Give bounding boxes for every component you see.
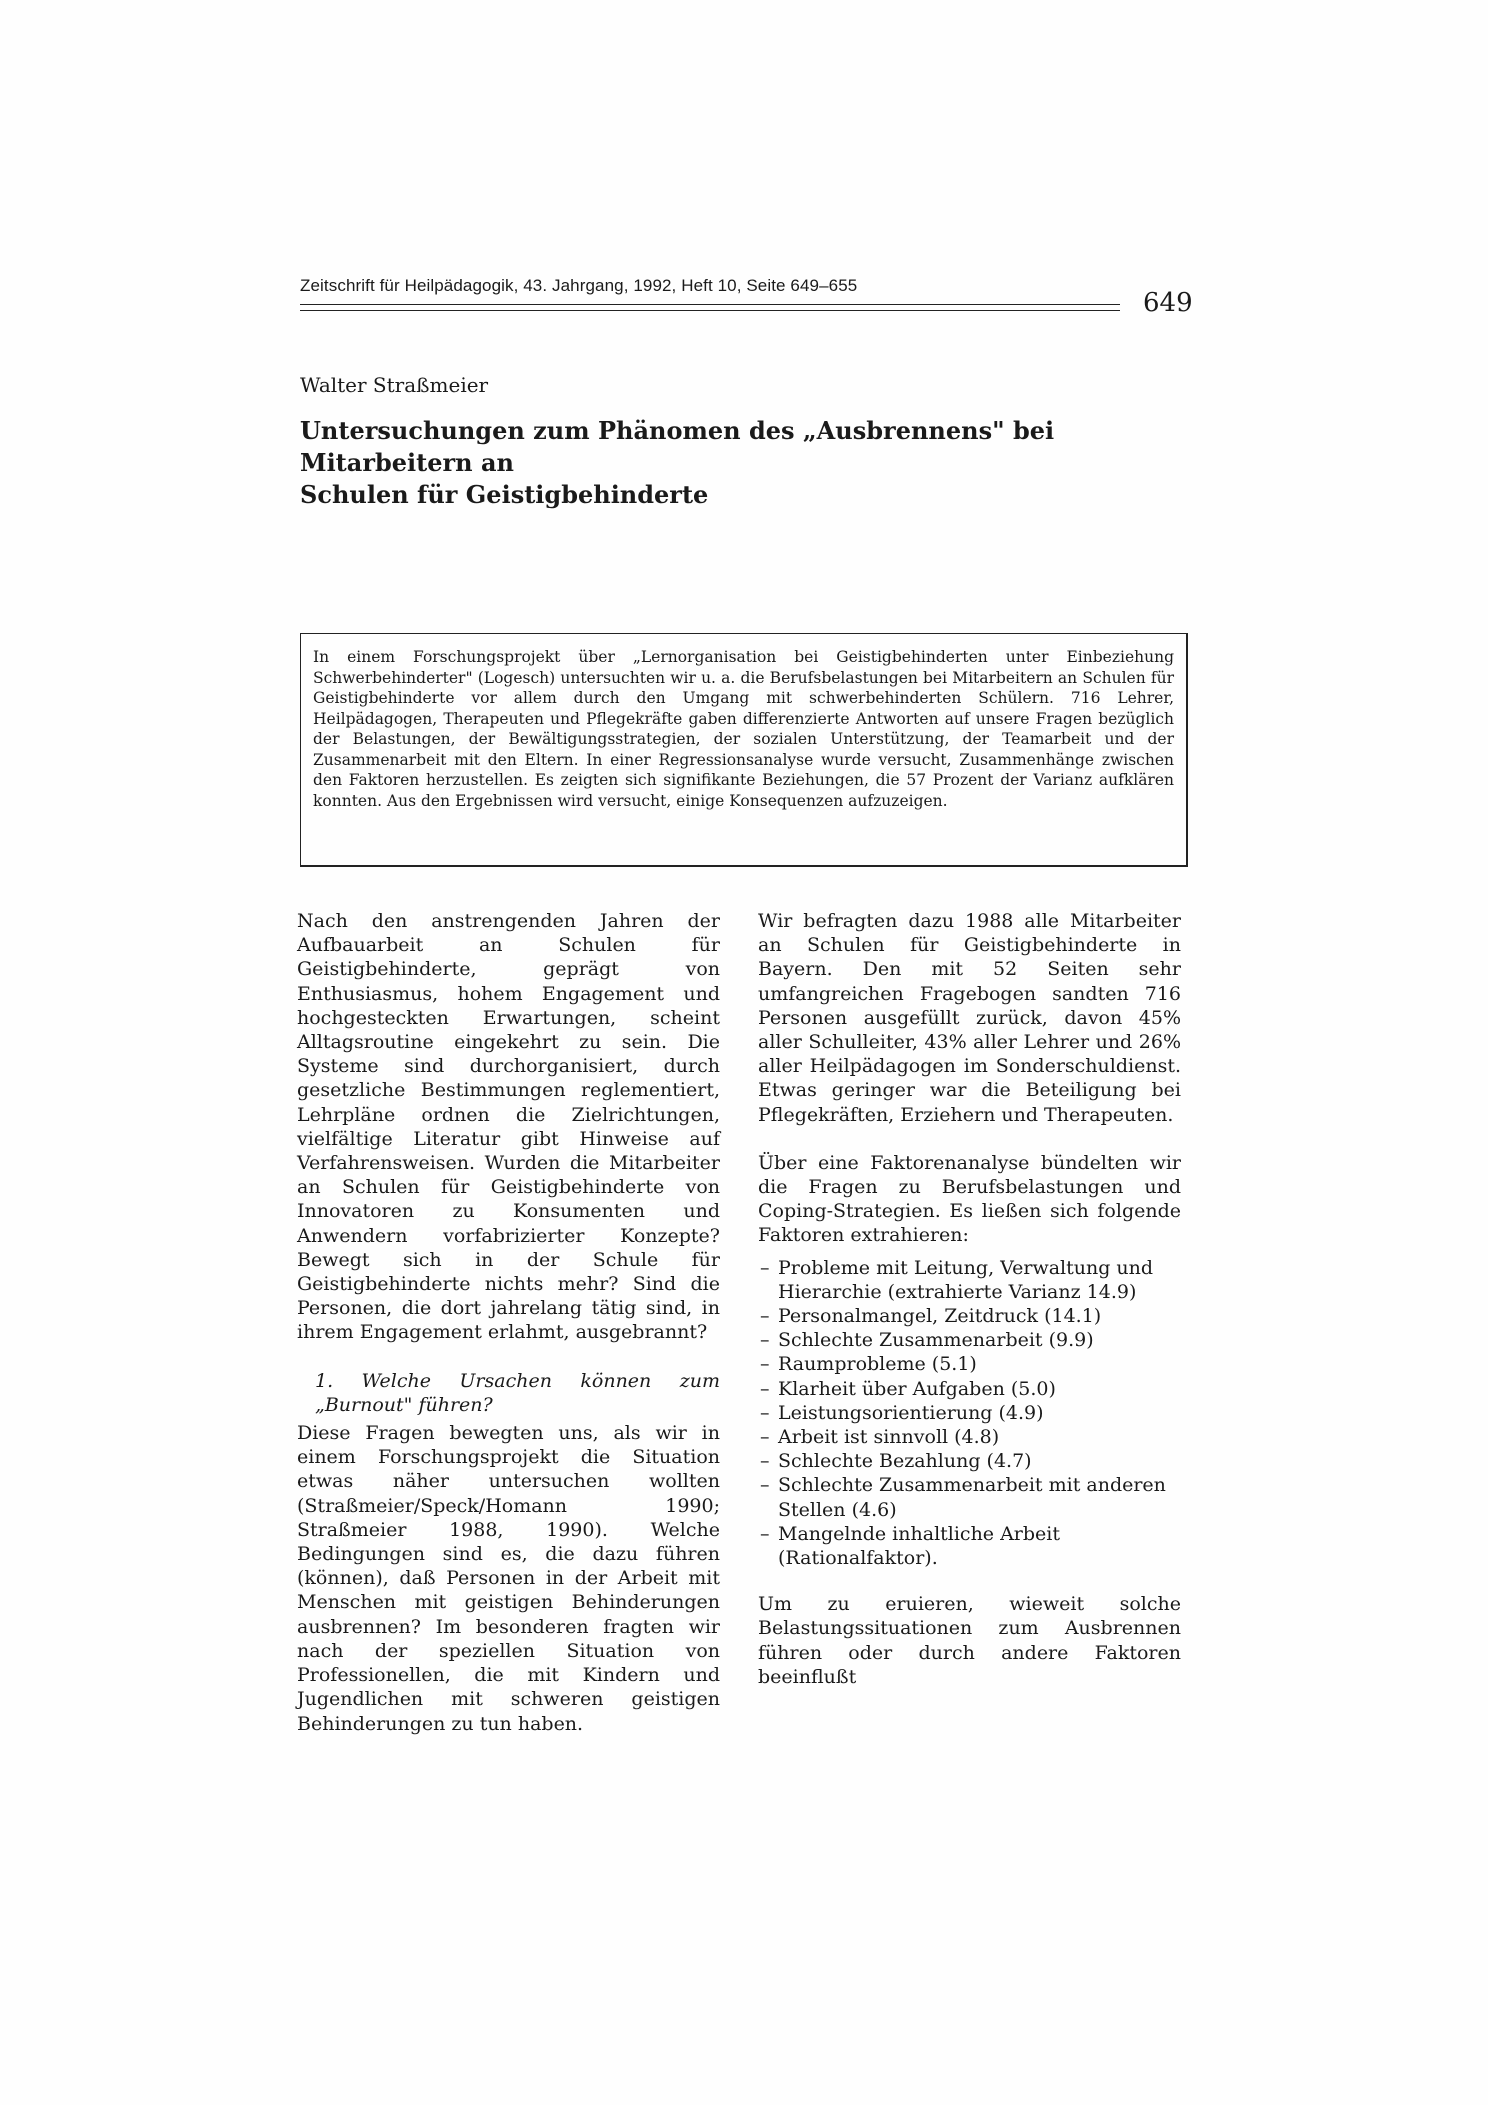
list-item: – Leistungsorientierung (4.9): [758, 1401, 1181, 1425]
title-line-1: Untersuchungen zum Phänomen des „Ausbrennens" bei Mitarbeitern an: [300, 416, 1055, 477]
journal-citation: Zeitschrift für Heilpädagogik, 43. Jahrgang, 1992, Heft 10, Seite 649–655: [300, 276, 858, 295]
abstract-text: In einem Forschungsprojekt über „Lernorganisation bei Geistigbehinderten unter Einbeziehung Schwerbehinderter" (Logesch) untersuchten wir u. a. die Berufsbelastungen bei Mitarbeitern an Schulen für Geistigbehinderte vor allem durch den Umgang mit schwerbehinderten Schülern. 716 Lehrer, Heilpädagogen, Therapeuten und Pflegekräfte gaben differenzierte Antworten auf unsere Fragen bezüglich der Belastungen, der Bewältigungsstrategien, der sozialen Unterstützung, der Teamarbeit und der Zusammenarbeit mit den Eltern. In einer Regressionsanalyse wurde versucht, Zusammenhänge zwischen den Faktoren herzustellen. Es zeigten sich signifikante Beziehungen, die 57 Prozent der Varianz aufklären konnten. Aus den Ergebnissen wird versucht, einige Konsequenzen aufzuzeigen.: [313, 648, 1174, 810]
author: Walter Straßmeier: [300, 373, 489, 397]
section-paragraph: Diese Fragen bewegten uns, als wir in einem Forschungsprojekt die Situation etwas näher untersuchen wollten (Straßmeier/Speck/Homann 1990; Straßmeier 1988, 1990). Welche Bedingungen sind es, die dazu führen (können), daß Personen in der Arbeit mit Menschen mit geistigen Behinderungen ausbrennen? Im besonderen fragten wir nach der speziellen Situation von Professionellen, die mit Kindern und Jugendlichen mit schweren geistigen Behinderungen zu tun haben.: [297, 1422, 720, 1735]
intro-paragraph: Nach den anstrengenden Jahren der Aufbauarbeit an Schulen für Geistigbehinderte, geprägt von Enthusiasmus, hohem Engagement und hochgesteckten Erwartungen, scheint Alltagsroutine eingekehrt zu sein. Die Systeme sind durchorganisiert, durch gesetzliche Bestimmungen reglementiert, Lehrpläne ordnen die Zielrichtungen, vielfältige Literatur gibt Hinweise auf Verfahrensweisen. Wurden die Mitarbeiter an Schulen für Geistigbehinderte von Innovatoren zu Konsumenten und Anwendern vorfabrizierter Konzepte? Bewegt sich in der Schule für Geistigbehinderte nichts mehr? Sind die Personen, die dort jahrelang tätig sind, in ihrem Engagement erlahmt, ausgebrannt?: [297, 910, 720, 1344]
section-heading: 1. Welche Ursachen können zum „Burnout" führen?: [315, 1369, 720, 1416]
right-column: [758, 909, 1181, 1713]
list-item: – Raumprobleme (5.1): [758, 1352, 1181, 1376]
left-column: [297, 909, 720, 1760]
list-item: – Probleme mit Leitung, Verwaltung und Hierarchie (extrahierte Varianz 14.9): [758, 1256, 1181, 1304]
closing-paragraph: Um zu eruieren, wieweit solche Belastungssituationen zum Ausbrennen führen oder durch andere Faktoren beeinflußt: [758, 1593, 1181, 1688]
list-item: – Klarheit über Aufgaben (5.0): [758, 1377, 1181, 1401]
header-rule-top: [300, 304, 1120, 305]
survey-paragraph: Wir befragten dazu 1988 alle Mitarbeiter an Schulen für Geistigbehinderte in Bayern. Den mit 52 Seiten sehr umfangreichen Fragebogen sandten 716 Personen ausgefüllt zurück, davon 45% aller Schulleiter, 43% aller Lehrer und 26% aller Heilpädagogen im Sonderschuldienst. Etwas geringer war die Beteiligung bei Pflegekräften, Erziehern und Therapeuten.: [758, 910, 1181, 1126]
list-item: – Schlechte Zusammenarbeit (9.9): [758, 1328, 1181, 1352]
abstract-box: [300, 633, 1188, 867]
list-item: – Mangelnde inhaltliche Arbeit (Rationalfaktor).: [758, 1522, 1181, 1570]
list-item: – Personalmangel, Zeitdruck (14.1): [758, 1304, 1181, 1328]
header-rule-bottom: [300, 310, 1120, 311]
factor-list: [758, 1256, 1181, 1571]
article-title: [300, 415, 1200, 511]
page-number: 649: [1143, 288, 1193, 318]
title-line-2: Schulen für Geistigbehinderte: [300, 480, 709, 509]
list-item: – Arbeit ist sinnvoll (4.8): [758, 1425, 1181, 1449]
list-item: – Schlechte Bezahlung (4.7): [758, 1449, 1181, 1473]
list-item: – Schlechte Zusammenarbeit mit anderen Stellen (4.6): [758, 1473, 1181, 1521]
factor-intro-paragraph: Über eine Faktorenanalyse bündelten wir die Fragen zu Berufsbelastungen und Coping-Strategien. Es ließen sich folgende Faktoren extrahieren:: [758, 1151, 1181, 1247]
